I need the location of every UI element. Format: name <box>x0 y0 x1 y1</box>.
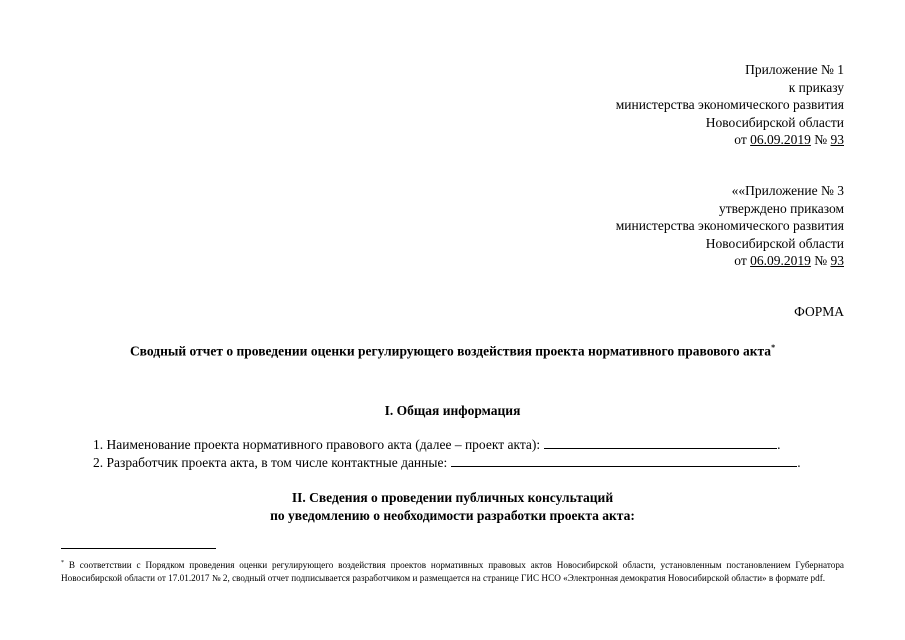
appendix-3-approved: утверждено приказом <box>718 200 844 216</box>
field-end-dot: . <box>777 437 781 452</box>
field-developer <box>93 454 801 471</box>
section-1-heading: I. Общая информация <box>384 403 521 418</box>
appendix-1-ministry: министерства экономического развития <box>615 97 844 112</box>
appendix-3-date: 06.09.2019 <box>750 253 811 268</box>
appendix-3-date-line <box>616 252 844 270</box>
document-title-text: Сводный отчет о проведении оценки регулирующего воздействия проекта нормативного правового акта <box>129 343 772 359</box>
footnote <box>61 557 844 585</box>
appendix-3-region: Новосибирской области <box>705 235 844 251</box>
appendix-3-title: ««Приложение № 3 <box>731 183 844 198</box>
appendix-1-header <box>616 61 844 149</box>
field-act-name-blank[interactable] <box>544 436 777 449</box>
date-prefix: от <box>734 253 751 268</box>
appendix-1-order-ref: к приказу <box>788 79 844 95</box>
appendix-3-ministry: министерства экономического развития <box>615 218 844 233</box>
appendix-3-header <box>616 182 844 270</box>
field-end-dot: . <box>797 455 801 470</box>
footnote-mark: * <box>61 560 64 566</box>
appendix-1-number: 93 <box>830 132 844 147</box>
field-developer-label: 2. Разработчик проекта акта, в том числе контактные данные: <box>93 455 448 470</box>
appendix-1-date-line <box>616 131 844 149</box>
form-label: ФОРМА <box>794 304 844 319</box>
field-act-name <box>93 436 781 453</box>
document-title <box>0 343 905 360</box>
title-footnote-mark: * <box>771 343 776 352</box>
section-2-heading-line-1: II. Сведения о проведении публичных консультаций <box>291 490 614 505</box>
section-2-heading <box>0 489 905 525</box>
footnote-divider <box>61 548 216 549</box>
appendix-1-date: 06.09.2019 <box>750 132 811 147</box>
appendix-1-region: Новосибирской области <box>705 114 844 130</box>
number-prefix: № <box>810 132 831 147</box>
appendix-3-number: 93 <box>830 253 844 268</box>
footnote-text: В соответствии с Порядком проведения оценки регулирующего воздействия проектов нормативных правовых актов Новосибирской области, установленным постановлением Губернатора Новосибирской области от 17.01.2017 № 2, сводный отчет подписывается разработчиком и размещается на странице ГИС НСО «Электронная демократия Новосибирской области» в формате pdf. <box>61 560 844 584</box>
number-prefix: № <box>810 253 831 268</box>
date-prefix: от <box>734 132 751 147</box>
appendix-1-title: Приложение № 1 <box>745 62 844 77</box>
section-2-heading-line-2: по уведомлению о необходимости разработки проекта акта: <box>270 508 635 523</box>
field-act-name-label: 1. Наименование проекта нормативного правового акта (далее – проект акта): <box>93 437 541 452</box>
field-developer-blank[interactable] <box>451 454 797 467</box>
